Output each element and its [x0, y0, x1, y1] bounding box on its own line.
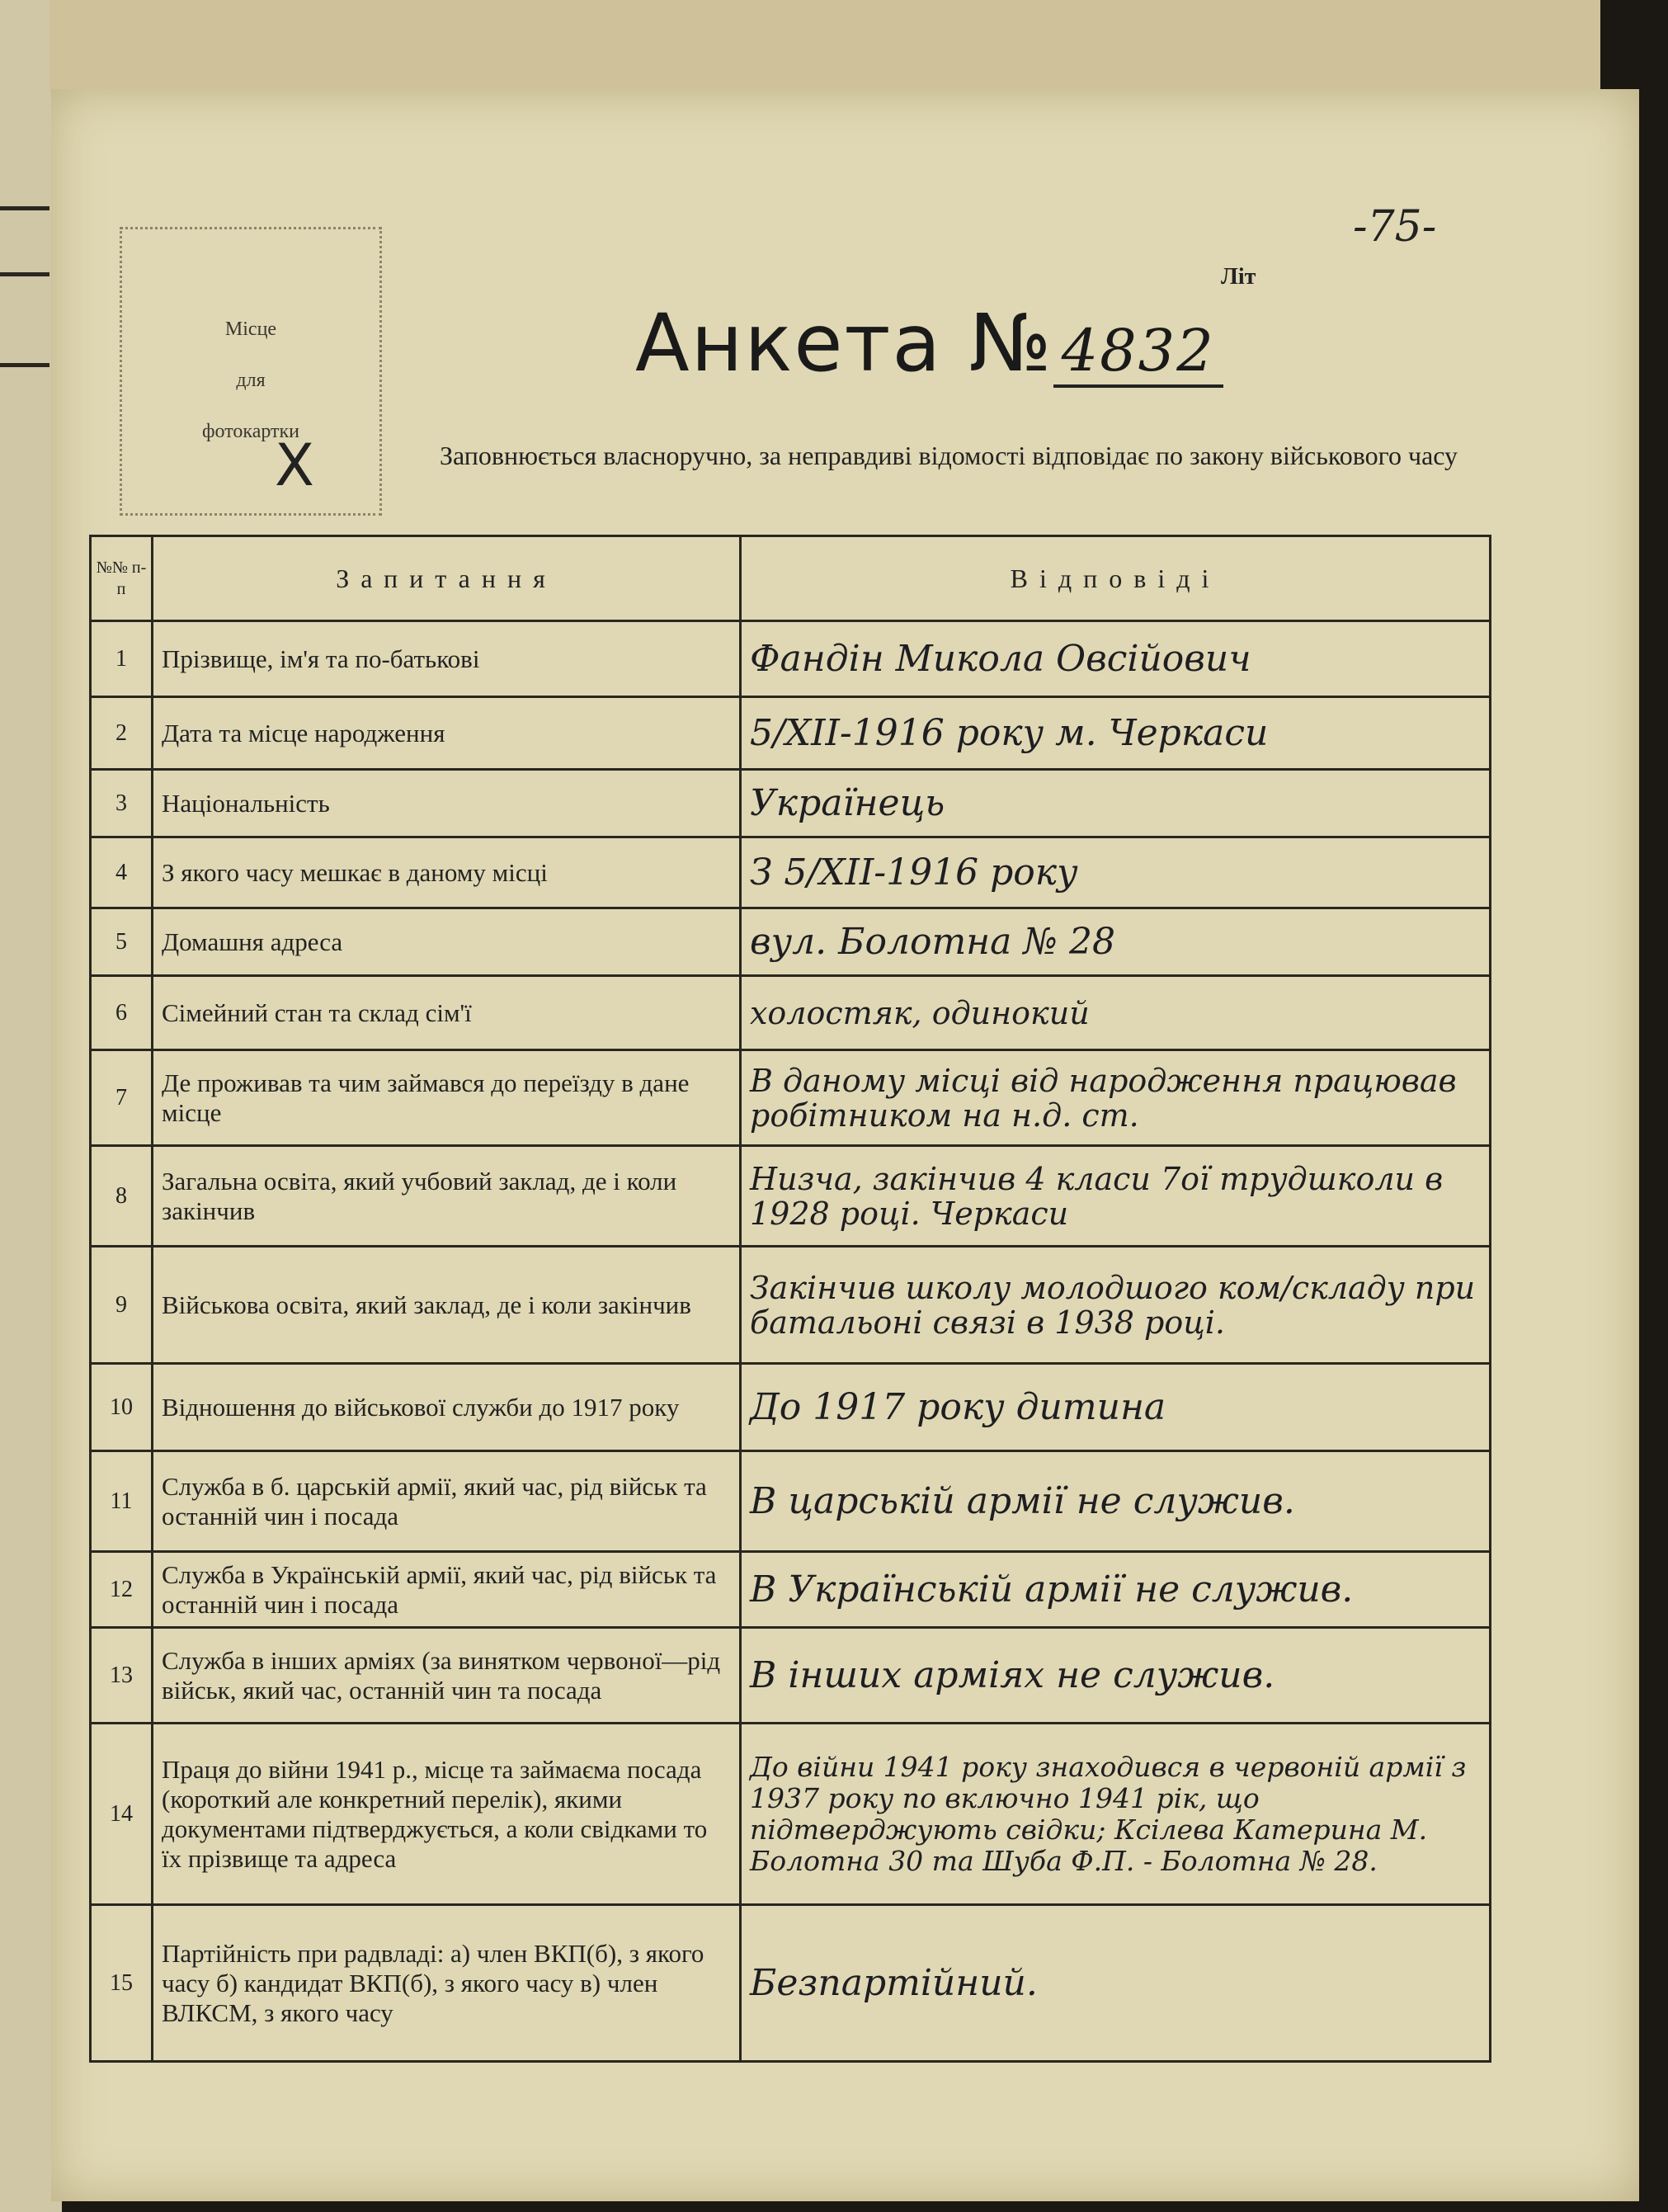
question-cell: Військова освіта, який заклад, де і коли закінчив: [153, 1247, 741, 1364]
col-question-header: Запитання: [153, 536, 741, 621]
question-cell: Прізвище, ім'я та по-батькові: [153, 621, 741, 697]
table-row: [91, 621, 1491, 697]
photo-placeholder: [120, 227, 382, 516]
table-row: [91, 1905, 1491, 2062]
question-cell: Національність: [153, 770, 741, 837]
question-cell: Дата та місце народження: [153, 697, 741, 770]
question-cell: Служба в б. царській армії, який час, рід військ та останній чин і посада: [153, 1451, 741, 1552]
col-number-header: №№ п-п: [91, 536, 153, 621]
answer-cell: 5/XII-1916 року м. Черкаси: [741, 697, 1491, 770]
answer-cell: Закінчив школу молодшого ком/складу при батальоні связі в 1938 році.: [741, 1247, 1491, 1364]
row-number: 15: [91, 1905, 153, 2062]
row-number: 5: [91, 908, 153, 976]
answer-cell: В даному місці від народження працював робітником на н.д. ст.: [741, 1050, 1491, 1146]
ruled-line: [0, 206, 49, 210]
row-number: 13: [91, 1628, 153, 1724]
question-cell: Праця до війни 1941 р., місце та займаєма посада (короткий але конкретний перелік), якими документами підтверджується, а коли свідками то їх прізвище та адреса: [153, 1724, 741, 1905]
form-number: 4832: [1053, 317, 1223, 388]
table-row: [91, 1552, 1491, 1628]
table-row: [91, 1364, 1491, 1451]
question-cell: Де проживав та чим займався до переїзду в дане місце: [153, 1050, 741, 1146]
table-row: [91, 1724, 1491, 1905]
answer-cell: Фандін Микола Овсійович: [741, 621, 1491, 697]
question-cell: Загальна освіта, який учбовий заклад, де і коли закінчив: [153, 1146, 741, 1247]
question-cell: Сімейний стан та склад сім'ї: [153, 976, 741, 1050]
photo-label-line1: Місце: [224, 318, 277, 340]
answer-cell: Безпартійний.: [741, 1905, 1491, 2062]
paper-edge: [49, 0, 1600, 92]
ruled-line: [0, 363, 49, 367]
table-row: [91, 1628, 1491, 1724]
cross-mark: X: [275, 432, 314, 499]
question-cell: Партійність при радвладі: а) член ВКП(б), з якого часу б) кандидат ВКП(б), з якого часу в) член ВЛКСМ, з якого часу: [153, 1905, 741, 2062]
row-number: 6: [91, 976, 153, 1050]
table-header: [91, 536, 1491, 621]
page-title: [635, 297, 1223, 389]
answer-cell: До 1917 року дитина: [741, 1364, 1491, 1451]
form-subtitle: Заповнюється власноручно, за неправдиві відомості відповідає по закону військового часу: [439, 441, 1458, 470]
question-cell: Служба в Українській армії, який час, рід військ та останній чин і посада: [153, 1552, 741, 1628]
answer-cell: Українець: [741, 770, 1491, 837]
ruled-line: [0, 272, 49, 276]
table-row: [91, 697, 1491, 770]
page-number: -75-: [1353, 202, 1437, 252]
question-cell: Домашня адреса: [153, 908, 741, 976]
table-row: [91, 770, 1491, 837]
table-row: [91, 1247, 1491, 1364]
answer-cell: В Українській армії не служив.: [741, 1552, 1491, 1628]
row-number: 2: [91, 697, 153, 770]
answer-cell: холостяк, одинокий: [741, 976, 1491, 1050]
answer-cell: З 5/XII-1916 року: [741, 837, 1491, 908]
table-row: [91, 908, 1491, 976]
table-row: [91, 976, 1491, 1050]
question-cell: Відношення до військової служби до 1917 року: [153, 1364, 741, 1451]
question-cell: Служба в інших арміях (за винятком червоної—рід військ, який час, останній чин та посада: [153, 1628, 741, 1724]
title-text: Анкета №: [635, 297, 1053, 389]
questionnaire-table: [89, 535, 1491, 2063]
row-number: 12: [91, 1552, 153, 1628]
col-answer-header: Відповіді: [741, 536, 1491, 621]
answer-cell: Низча, закінчив 4 класи 7ої трудшколи в 1928 році. Черкаси: [741, 1146, 1491, 1247]
answer-cell: вул. Болотна № 28: [741, 908, 1491, 976]
row-number: 10: [91, 1364, 153, 1451]
row-number: 3: [91, 770, 153, 837]
answer-cell: В царській армії не служив.: [741, 1451, 1491, 1552]
row-number: 8: [91, 1146, 153, 1247]
row-number: 4: [91, 837, 153, 908]
photo-label-line3: фотокартки: [201, 421, 300, 442]
table-row: [91, 1146, 1491, 1247]
answer-cell: В інших арміях не служив.: [741, 1628, 1491, 1724]
row-number: 1: [91, 621, 153, 697]
table-row: [91, 837, 1491, 908]
row-number: 14: [91, 1724, 153, 1905]
row-number: 7: [91, 1050, 153, 1146]
row-number: 11: [91, 1451, 153, 1552]
question-cell: З якого часу мешкає в даному місці: [153, 837, 741, 908]
table-row: [91, 1050, 1491, 1146]
photo-label-line2: для: [236, 370, 266, 391]
answer-cell: До війни 1941 року знаходився в червоній армії з 1937 року по включно 1941 рік, що підтверджують свідки; Ксілева Катерина М. Болотна 30 та Шуба Ф.П. - Болотна № 28.: [741, 1724, 1491, 1905]
row-number: 9: [91, 1247, 153, 1364]
lit-label: Літ: [1221, 264, 1256, 290]
table-row: [91, 1451, 1491, 1552]
